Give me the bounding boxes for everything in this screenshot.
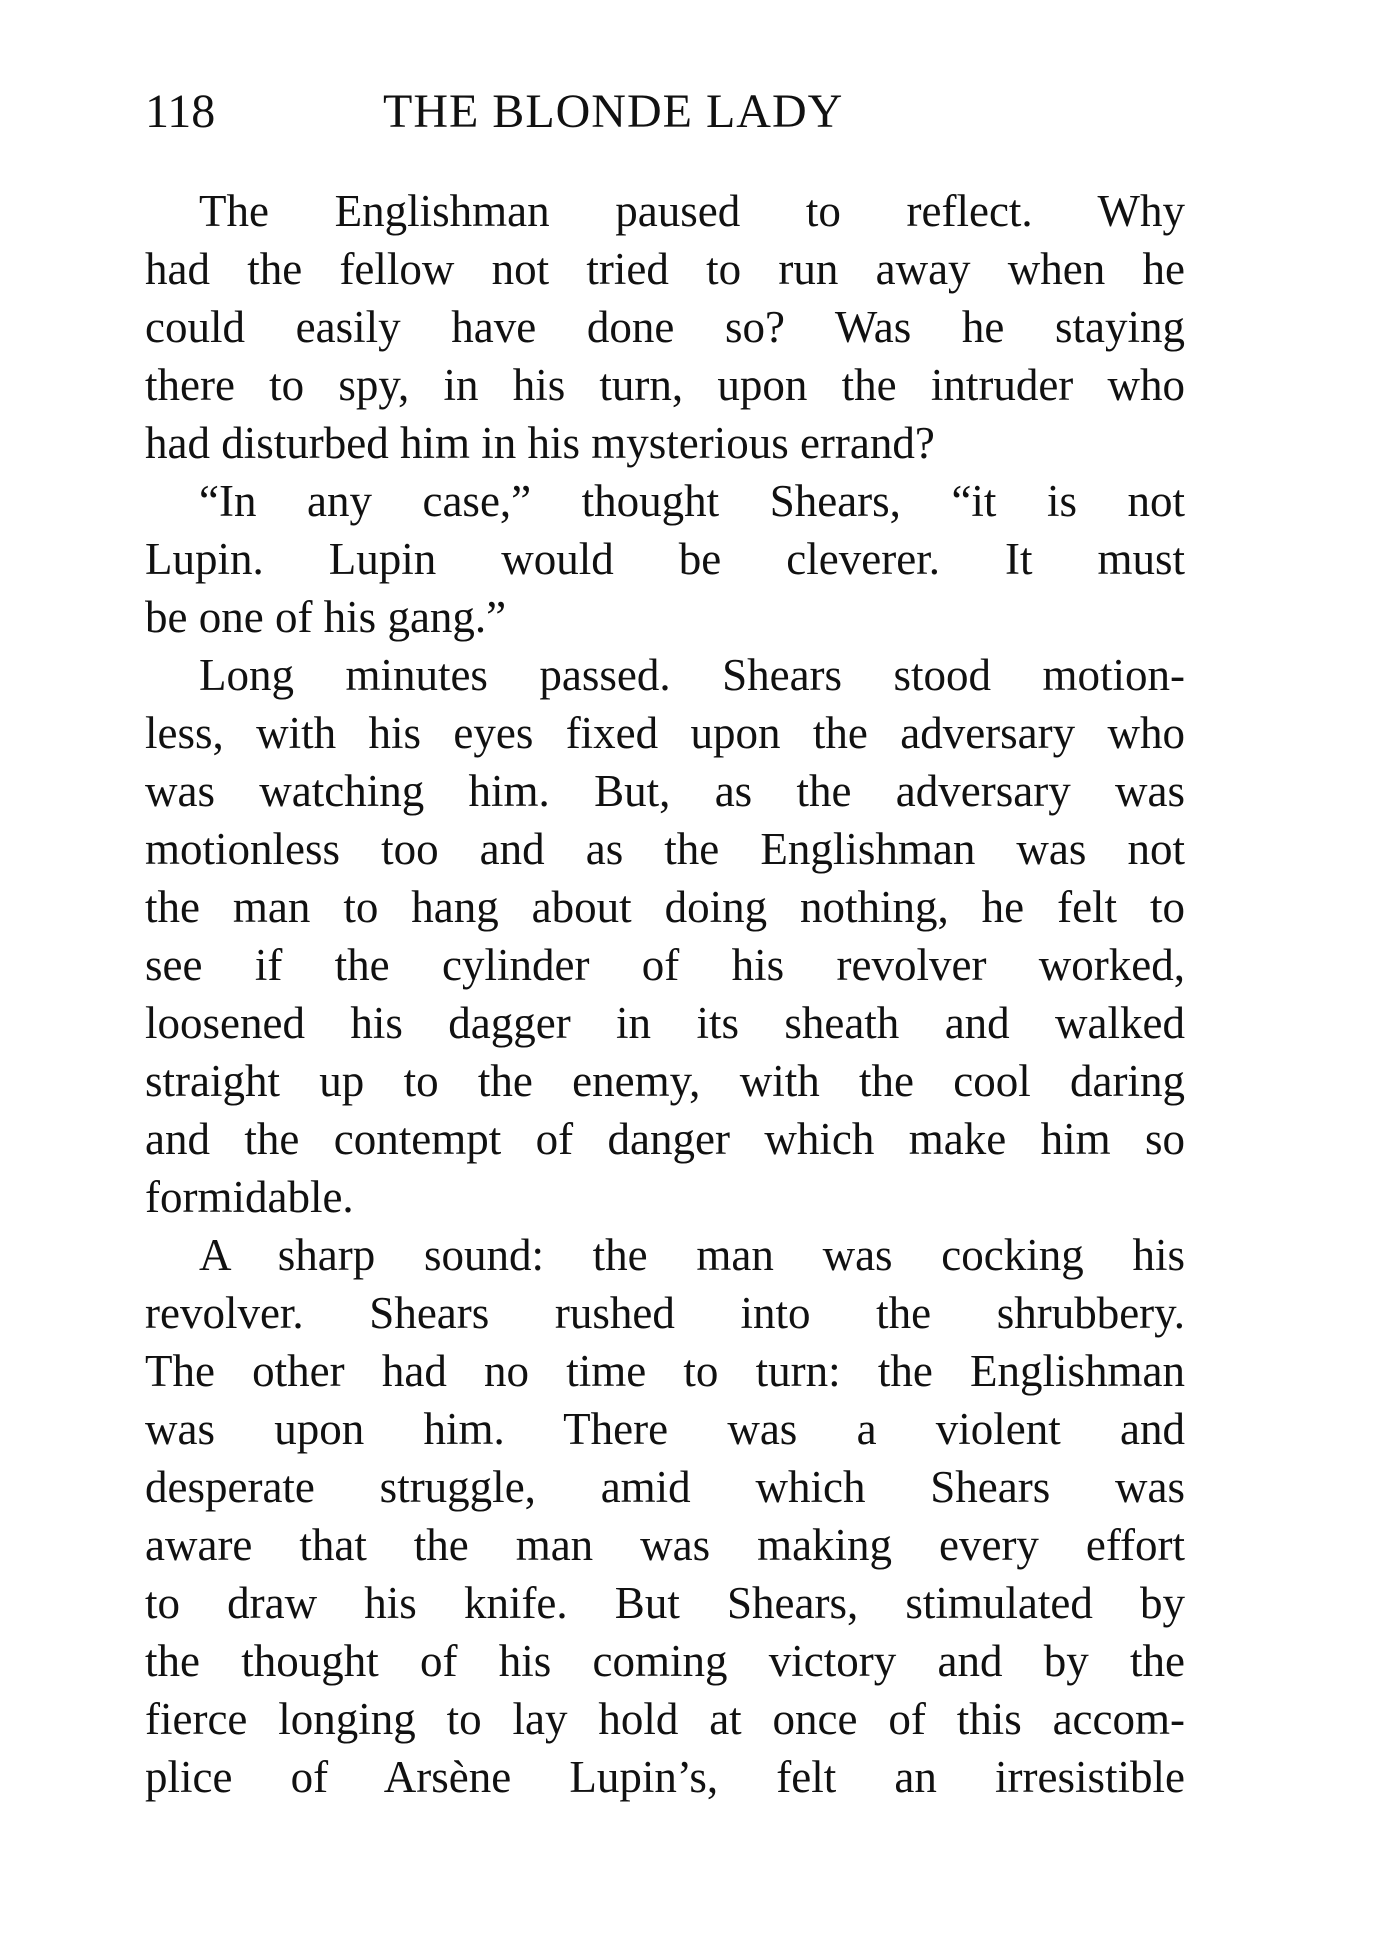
- text-line: had disturbed him in his mysterious errand?: [145, 418, 935, 468]
- text-line: Lupin. Lupin would be cleverer. It must: [145, 534, 1185, 584]
- text-line: motionless too and as the Englishman was not: [145, 824, 1185, 874]
- text-line: The Englishman paused to reflect. Why: [199, 186, 1185, 236]
- running-head: [145, 82, 1185, 142]
- text-line: and the contempt of danger which make him so: [145, 1114, 1185, 1164]
- body-text: [145, 182, 1185, 1806]
- text-line: formidable.: [145, 1172, 354, 1222]
- running-title: THE BLONDE LADY: [383, 85, 844, 138]
- text-line: be one of his gang.”: [145, 592, 507, 642]
- text-line: aware that the man was making every effort: [145, 1520, 1185, 1570]
- text-line: straight up to the enemy, with the cool daring: [145, 1056, 1185, 1106]
- text-line: The other had no time to turn: the Englishman: [145, 1346, 1185, 1396]
- text-line: there to spy, in his turn, upon the intruder who: [145, 360, 1185, 410]
- text-line: was watching him. But, as the adversary was: [145, 766, 1185, 816]
- text-line: was upon him. There was a violent and: [145, 1404, 1185, 1454]
- text-line: “In any case,” thought Shears, “it is not: [199, 476, 1185, 526]
- text-line: less, with his eyes fixed upon the adversary who: [145, 708, 1185, 758]
- text-line: the man to hang about doing nothing, he felt to: [145, 882, 1185, 932]
- text-line: fierce longing to lay hold at once of this accom-: [145, 1694, 1185, 1744]
- text-line: plice of Arsène Lupin’s, felt an irresistible: [145, 1752, 1185, 1802]
- page-number: 118: [145, 85, 216, 138]
- text-line: Long minutes passed. Shears stood motion-: [199, 650, 1185, 700]
- text-line: revolver. Shears rushed into the shrubbery.: [145, 1288, 1185, 1338]
- text-line: to draw his knife. But Shears, stimulated by: [145, 1578, 1185, 1628]
- text-line: had the fellow not tried to run away when he: [145, 244, 1185, 294]
- text-line: loosened his dagger in its sheath and walked: [145, 998, 1185, 1048]
- text-line: desperate struggle, amid which Shears was: [145, 1462, 1185, 1512]
- text-line: the thought of his coming victory and by the: [145, 1636, 1185, 1686]
- text-line: see if the cylinder of his revolver worked,: [145, 940, 1185, 990]
- text-line: could easily have done so? Was he staying: [145, 302, 1185, 352]
- text-line: A sharp sound: the man was cocking his: [199, 1230, 1185, 1280]
